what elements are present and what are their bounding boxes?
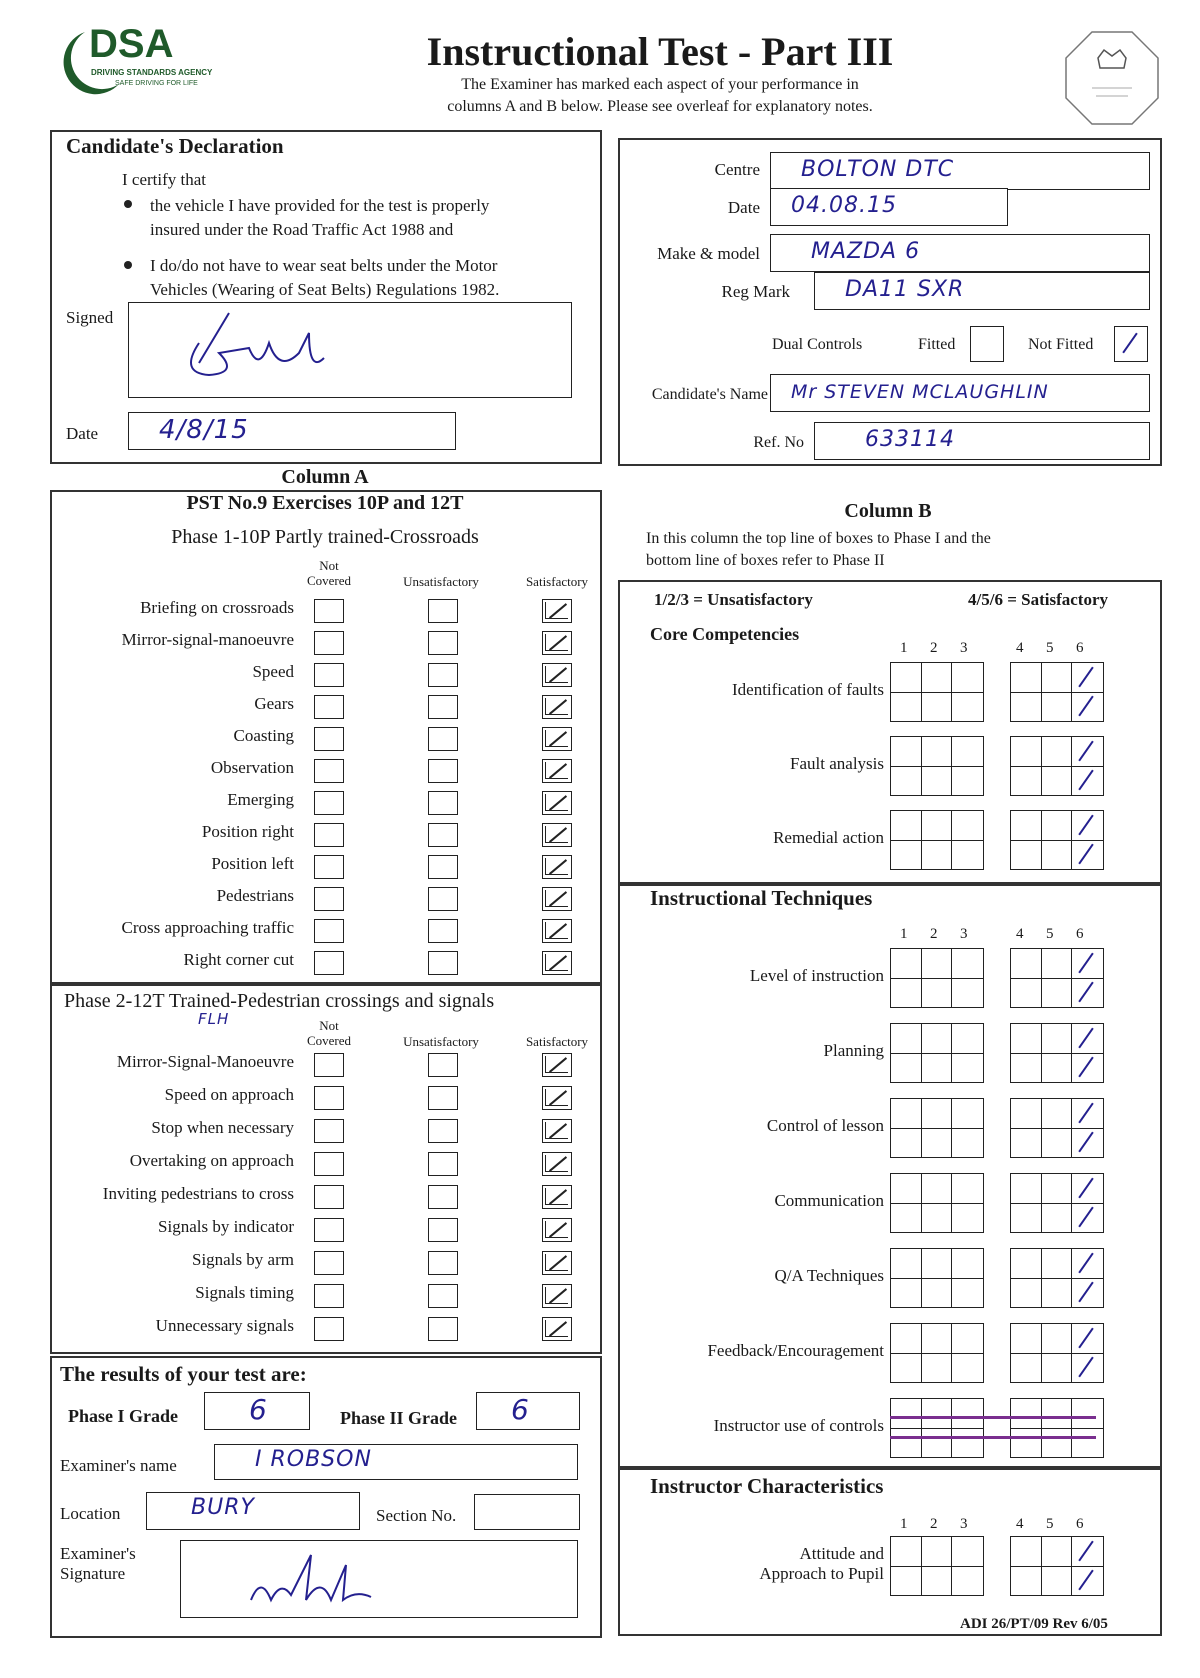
competency-label: Communication <box>774 1191 884 1210</box>
check-mark-icon <box>1078 1570 1093 1591</box>
reg-value: DA11 SXR <box>845 277 965 302</box>
criterion-label: Coasting <box>233 726 294 745</box>
rating-number: 2 <box>930 1516 938 1532</box>
criterion-label: Inviting pedestrians to cross <box>102 1184 294 1203</box>
ref-value: 633114 <box>865 427 955 452</box>
not-covered-checkbox[interactable] <box>314 759 344 783</box>
col-sat-header: Satisfactory <box>525 1034 589 1049</box>
rating-grid[interactable] <box>1010 1323 1104 1383</box>
candidate-signature-box[interactable] <box>128 302 572 398</box>
rating-grid[interactable] <box>890 736 984 796</box>
examiner-name-value: I ROBSON <box>255 1447 372 1472</box>
rating-number: 3 <box>960 640 968 656</box>
rating-grid[interactable] <box>890 1248 984 1308</box>
rating-grid[interactable] <box>1010 662 1104 722</box>
rating-number: 6 <box>1076 640 1084 656</box>
not-covered-checkbox[interactable] <box>314 1317 344 1341</box>
not-covered-checkbox[interactable] <box>314 791 344 815</box>
examiner-signature-label1: Examiner's <box>60 1544 136 1563</box>
rating-number: 4 <box>1016 640 1024 656</box>
grid-divider <box>1011 766 1103 767</box>
vehicle-date-field[interactable] <box>770 188 1008 226</box>
satisfactory-checkbox[interactable] <box>542 1218 572 1242</box>
check-mark-icon <box>1078 953 1093 974</box>
check-mark-icon <box>1078 1103 1093 1124</box>
unsatisfactory-checkbox[interactable] <box>428 855 458 879</box>
candidate-name-value: Mr STEVEN MCLAUGHLIN <box>791 381 1049 403</box>
rating-number: 5 <box>1046 926 1054 942</box>
crown-seal-icon <box>1062 28 1162 128</box>
not-covered-checkbox[interactable] <box>314 919 344 943</box>
criterion-label: Signals by arm <box>192 1250 294 1269</box>
grid-divider <box>1011 1428 1103 1429</box>
check-mark-icon <box>1122 333 1137 354</box>
rating-number: 5 <box>1046 640 1054 656</box>
fitted-label: Fitted <box>918 336 956 353</box>
not-covered-checkbox[interactable] <box>314 599 344 623</box>
signed-label: Signed <box>66 308 114 327</box>
criterion-label: Observation <box>210 758 294 777</box>
rating-grid[interactable] <box>890 810 984 870</box>
rating-grid[interactable] <box>1010 736 1104 796</box>
declaration-bullet1-line2: insured under the Road Traffic Act 1988 and <box>150 220 454 239</box>
col-not-covered-line1: Not <box>319 558 339 573</box>
unsatisfactory-checkbox[interactable] <box>428 1086 458 1110</box>
declaration-date-value: 4/8/15 <box>159 415 249 445</box>
centre-value: BOLTON DTC <box>801 157 955 182</box>
phase2-grade-value: 6 <box>511 1393 530 1426</box>
unsatisfactory-checkbox[interactable] <box>428 1053 458 1077</box>
not-covered-checkbox[interactable] <box>314 663 344 687</box>
fitted-checkbox[interactable] <box>970 326 1004 362</box>
check-mark-icon <box>1078 1541 1093 1562</box>
not-covered-checkbox[interactable] <box>314 855 344 879</box>
grid-divider <box>891 840 983 841</box>
unsatisfactory-checkbox[interactable] <box>428 631 458 655</box>
declaration-bullet2-line1: I do/do not have to wear seat belts under the Motor <box>150 256 498 275</box>
unsatisfactory-checkbox[interactable] <box>428 1317 458 1341</box>
unsatisfactory-checkbox[interactable] <box>428 919 458 943</box>
not-covered-checkbox[interactable] <box>314 1185 344 1209</box>
check-mark-icon <box>1078 1028 1093 1049</box>
centre-label: Centre <box>714 160 760 179</box>
rating-number: 1 <box>900 640 908 656</box>
candidate-name-field[interactable] <box>770 374 1150 412</box>
criterion-label: Pedestrians <box>216 886 294 905</box>
rating-number: 4 <box>1016 926 1024 942</box>
check-mark-icon <box>1078 1207 1093 1228</box>
declaration-title: Candidate's Declaration <box>66 134 284 158</box>
attitude-label-line1: Attitude and <box>799 1544 884 1563</box>
examiner-signature-label2: Signature <box>60 1564 126 1583</box>
competency-label: Planning <box>823 1041 884 1060</box>
unsatisfactory-checkbox[interactable] <box>428 1185 458 1209</box>
make-value: MAZDA 6 <box>811 239 921 264</box>
not-fitted-label: Not Fitted <box>1028 336 1094 353</box>
criterion-label: Emerging <box>227 790 294 809</box>
criterion-label: Signals by indicator <box>158 1217 294 1236</box>
grid-divider <box>891 1428 983 1429</box>
satisfactory-checkbox[interactable] <box>542 1317 572 1341</box>
criterion-label: Signals timing <box>195 1283 294 1302</box>
column-b-desc-line2: bottom line of boxes refer to Phase II <box>646 552 885 569</box>
make-label: Make & model <box>657 244 760 263</box>
criterion-label: Mirror-Signal-Manoeuvre <box>116 1052 294 1071</box>
grid-divider <box>891 1053 983 1054</box>
check-mark-icon <box>1078 1132 1093 1153</box>
check-mark-icon <box>1078 667 1093 688</box>
not-covered-checkbox[interactable] <box>314 887 344 911</box>
rating-grid[interactable] <box>1010 1398 1104 1458</box>
grid-divider <box>891 766 983 767</box>
check-mark-icon <box>1078 1282 1093 1303</box>
grid-divider <box>1011 1278 1103 1279</box>
check-mark-icon <box>1078 844 1093 865</box>
vehicle-date-value: 04.08.15 <box>791 193 897 218</box>
not-covered-checkbox[interactable] <box>314 1152 344 1176</box>
satisfactory-checkbox[interactable] <box>542 919 572 943</box>
unsatisfactory-checkbox[interactable] <box>428 791 458 815</box>
satisfactory-checkbox[interactable] <box>542 1185 572 1209</box>
rating-number: 5 <box>1046 1516 1054 1532</box>
examiner-name-field[interactable] <box>214 1444 578 1480</box>
bullet-icon <box>124 261 132 269</box>
competency-label: Level of instruction <box>749 966 884 985</box>
candidate-signature-scribble <box>159 303 359 393</box>
location-value: BURY <box>191 1495 255 1520</box>
results-title: The results of your test are: <box>60 1362 307 1386</box>
strike-through-line <box>890 1416 1096 1419</box>
rating-number: 6 <box>1076 1516 1084 1532</box>
competency-label: Remedial action <box>773 828 884 847</box>
satisfactory-checkbox[interactable] <box>542 1119 572 1143</box>
phase1-grade-label: Phase I Grade <box>68 1406 178 1426</box>
location-label: Location <box>60 1504 121 1523</box>
grid-divider <box>891 1566 983 1567</box>
competency-label: Feedback/Encouragement <box>707 1341 884 1360</box>
unsatisfactory-checkbox[interactable] <box>428 663 458 687</box>
dual-controls-label: Dual Controls <box>772 336 863 353</box>
criterion-label: Overtaking on approach <box>129 1151 294 1170</box>
satisfactory-checkbox[interactable] <box>542 695 572 719</box>
vehicle-date-label: Date <box>727 198 760 217</box>
ref-label: Ref. No <box>753 434 804 451</box>
rating-grid[interactable] <box>1010 1098 1104 1158</box>
competency-label: Q/A Techniques <box>774 1266 884 1285</box>
rating-number: 1 <box>900 1516 908 1532</box>
satisfactory-checkbox[interactable] <box>542 1086 572 1110</box>
sat-legend: 4/5/6 = Satisfactory <box>968 590 1109 609</box>
rating-grid[interactable] <box>890 1023 984 1083</box>
grid-divider <box>1011 1053 1103 1054</box>
unsatisfactory-checkbox[interactable] <box>428 887 458 911</box>
grid-divider <box>1011 978 1103 979</box>
not-covered-checkbox[interactable] <box>314 1086 344 1110</box>
phase1-grade-value: 6 <box>249 1393 268 1426</box>
rating-grid[interactable] <box>890 1098 984 1158</box>
criterion-label: Briefing on crossroads <box>140 598 294 617</box>
satisfactory-checkbox[interactable] <box>542 727 572 751</box>
declaration-bullet2-line2: Vehicles (Wearing of Seat Belts) Regulations 1982. <box>150 280 500 299</box>
bullet-icon <box>124 200 132 208</box>
logo-subtext: DRIVING STANDARDS AGENCY <box>91 68 213 77</box>
phase1-title: Phase 1-10P Partly trained-Crossroads <box>171 526 479 548</box>
rating-grid[interactable] <box>890 1398 984 1458</box>
check-mark-icon <box>1078 696 1093 717</box>
not-covered-checkbox[interactable] <box>314 1119 344 1143</box>
phase2-title: Phase 2-12T Trained-Pedestrian crossings and signals <box>64 990 495 1012</box>
col-sat-header: Satisfactory <box>525 574 589 589</box>
reg-field[interactable] <box>814 272 1150 310</box>
strike-through-line <box>890 1436 1096 1439</box>
competency-label: Identification of faults <box>731 680 884 699</box>
criterion-label: Gears <box>254 694 294 713</box>
not-covered-checkbox[interactable] <box>314 1251 344 1275</box>
rating-grid[interactable] <box>890 948 984 1008</box>
declaration-date-field[interactable] <box>128 412 456 450</box>
not-covered-checkbox[interactable] <box>314 951 344 975</box>
logo-text: DSA <box>89 22 174 66</box>
reg-label: Reg Mark <box>721 282 790 301</box>
rating-grid[interactable] <box>1010 1536 1104 1596</box>
satisfactory-checkbox[interactable] <box>542 759 572 783</box>
section-no-label: Section No. <box>376 1506 457 1525</box>
rating-number: 2 <box>930 926 938 942</box>
form-reference: ADI 26/PT/09 Rev 6/05 <box>960 1616 1108 1632</box>
check-mark-icon <box>1078 770 1093 791</box>
grid-divider <box>891 1203 983 1204</box>
dsa-logo <box>45 22 275 102</box>
phase2-grade-label: Phase II Grade <box>340 1408 457 1428</box>
rating-number: 6 <box>1076 926 1084 942</box>
phase2-grade-field[interactable] <box>476 1392 580 1430</box>
not-covered-checkbox[interactable] <box>314 1284 344 1308</box>
rating-number: 1 <box>900 926 908 942</box>
unsatisfactory-checkbox[interactable] <box>428 759 458 783</box>
criterion-label: Mirror-signal-manoeuvre <box>121 630 294 649</box>
check-mark-icon <box>1078 1253 1093 1274</box>
unsatisfactory-checkbox[interactable] <box>428 599 458 623</box>
check-mark-icon <box>1078 982 1093 1003</box>
unsatisfactory-checkbox[interactable] <box>428 951 458 975</box>
declaration-date-label: Date <box>66 424 99 443</box>
column-a-heading: Column A <box>281 466 369 488</box>
not-covered-checkbox[interactable] <box>314 823 344 847</box>
instructor-characteristics-title: Instructor Characteristics <box>650 1474 884 1498</box>
satisfactory-checkbox[interactable] <box>542 631 572 655</box>
grid-divider <box>891 978 983 979</box>
grid-divider <box>891 1353 983 1354</box>
unsatisfactory-checkbox[interactable] <box>428 1218 458 1242</box>
instructional-techniques-title: Instructional Techniques <box>650 886 873 910</box>
check-mark-icon <box>1078 1178 1093 1199</box>
examiner-signature-scribble <box>241 1545 401 1615</box>
ref-field[interactable] <box>814 422 1150 460</box>
col-not-covered-header <box>298 1018 360 1048</box>
rating-number: 3 <box>960 926 968 942</box>
grid-divider <box>1011 1128 1103 1129</box>
satisfactory-checkbox[interactable] <box>542 1284 572 1308</box>
satisfactory-checkbox[interactable] <box>542 791 572 815</box>
grid-divider <box>891 1128 983 1129</box>
rating-grid[interactable] <box>1010 1173 1104 1233</box>
check-mark-icon <box>1078 1357 1093 1378</box>
make-field[interactable] <box>770 234 1150 272</box>
rating-grid[interactable] <box>1010 1248 1104 1308</box>
rating-grid[interactable] <box>1010 810 1104 870</box>
declaration-certify: I certify that <box>122 170 207 189</box>
check-mark-icon <box>1078 815 1093 836</box>
grid-divider <box>1011 1566 1103 1567</box>
not-covered-checkbox[interactable] <box>314 631 344 655</box>
criterion-label: Unnecessary signals <box>155 1316 294 1335</box>
column-b-heading: Column B <box>844 500 932 522</box>
grid-divider <box>891 1278 983 1279</box>
rating-grid[interactable] <box>1010 1023 1104 1083</box>
grid-divider <box>1011 1353 1103 1354</box>
criterion-label: Right corner cut <box>183 950 294 969</box>
col-unsat-header: Unsatisfactory <box>403 574 479 589</box>
unsatisfactory-checkbox[interactable] <box>428 1119 458 1143</box>
unsatisfactory-checkbox[interactable] <box>428 823 458 847</box>
logo-tagline: SAFE DRIVING FOR LIFE <box>115 80 198 87</box>
unsat-legend: 1/2/3 = Unsatisfactory <box>654 590 813 609</box>
attitude-label-line2: Approach to Pupil <box>759 1564 884 1583</box>
satisfactory-checkbox[interactable] <box>542 855 572 879</box>
rating-grid[interactable] <box>890 662 984 722</box>
competency-label: Control of lesson <box>766 1116 884 1135</box>
criterion-label: Position right <box>201 822 294 841</box>
satisfactory-checkbox[interactable] <box>542 1152 572 1176</box>
unsatisfactory-checkbox[interactable] <box>428 1284 458 1308</box>
unsatisfactory-checkbox[interactable] <box>428 1251 458 1275</box>
unsatisfactory-checkbox[interactable] <box>428 695 458 719</box>
grid-divider <box>1011 692 1103 693</box>
declaration-bullet1-line1: the vehicle I have provided for the test is properly <box>150 196 490 215</box>
col-not-covered-header <box>298 558 360 588</box>
rating-number: 3 <box>960 1516 968 1532</box>
satisfactory-checkbox[interactable] <box>542 951 572 975</box>
page-title: Instructional Test - Part III <box>426 29 894 74</box>
unsatisfactory-checkbox[interactable] <box>428 727 458 751</box>
phase1-grade-field[interactable] <box>204 1392 310 1430</box>
criterion-label: Stop when necessary <box>151 1118 294 1137</box>
satisfactory-checkbox[interactable] <box>542 663 572 687</box>
satisfactory-checkbox[interactable] <box>542 1251 572 1275</box>
candidate-name-label: Candidate's Name <box>651 386 768 403</box>
examiner-signature-box[interactable] <box>180 1540 578 1618</box>
criterion-label: Speed on approach <box>164 1085 294 1104</box>
rating-grid[interactable] <box>890 1536 984 1596</box>
section-no-field[interactable] <box>474 1494 580 1530</box>
page-subtitle-line1: The Examiner has marked each aspect of your performance in <box>461 76 859 93</box>
grid-divider <box>1011 840 1103 841</box>
competency-label: Fault analysis <box>790 754 884 773</box>
rating-grid[interactable] <box>890 1323 984 1383</box>
examiner-name-label: Examiner's name <box>60 1456 177 1475</box>
criterion-label: Position left <box>211 854 294 873</box>
core-competencies-title: Core Competencies <box>650 624 800 644</box>
centre-field[interactable] <box>770 152 1150 190</box>
col-not-covered-line1: Not <box>319 1018 339 1033</box>
check-mark-icon <box>1078 1328 1093 1349</box>
not-covered-checkbox[interactable] <box>314 1218 344 1242</box>
check-mark-icon <box>1078 741 1093 762</box>
competency-label: Instructor use of controls <box>713 1416 884 1435</box>
satisfactory-checkbox[interactable] <box>542 1053 572 1077</box>
rating-number: 4 <box>1016 1516 1024 1532</box>
not-covered-checkbox[interactable] <box>314 1053 344 1077</box>
rating-grid[interactable] <box>890 1173 984 1233</box>
column-b-desc-line1: In this column the top line of boxes to Phase I and the <box>646 530 991 547</box>
satisfactory-checkbox[interactable] <box>542 599 572 623</box>
not-covered-checkbox[interactable] <box>314 695 344 719</box>
grid-divider <box>1011 1203 1103 1204</box>
grid-divider <box>891 692 983 693</box>
location-field[interactable] <box>146 1492 360 1530</box>
satisfactory-checkbox[interactable] <box>542 887 572 911</box>
not-covered-checkbox[interactable] <box>314 727 344 751</box>
column-a-title: PST No.9 Exercises 10P and 12T <box>186 492 464 514</box>
unsatisfactory-checkbox[interactable] <box>428 1152 458 1176</box>
criterion-label: Speed <box>252 662 294 681</box>
col-not-covered-line2: Covered <box>306 1033 352 1048</box>
criterion-label: Cross approaching traffic <box>121 918 294 937</box>
rating-number: 2 <box>930 640 938 656</box>
page-subtitle-line2: columns A and B below. Please see overleaf for explanatory notes. <box>447 98 873 115</box>
rating-grid[interactable] <box>1010 948 1104 1008</box>
col-unsat-header: Unsatisfactory <box>403 1034 479 1049</box>
phase2-handwritten-note: FLH <box>198 1010 230 1028</box>
not-fitted-checkbox[interactable] <box>1114 326 1148 362</box>
col-not-covered-line2: Covered <box>306 573 352 588</box>
satisfactory-checkbox[interactable] <box>542 823 572 847</box>
check-mark-icon <box>1078 1057 1093 1078</box>
